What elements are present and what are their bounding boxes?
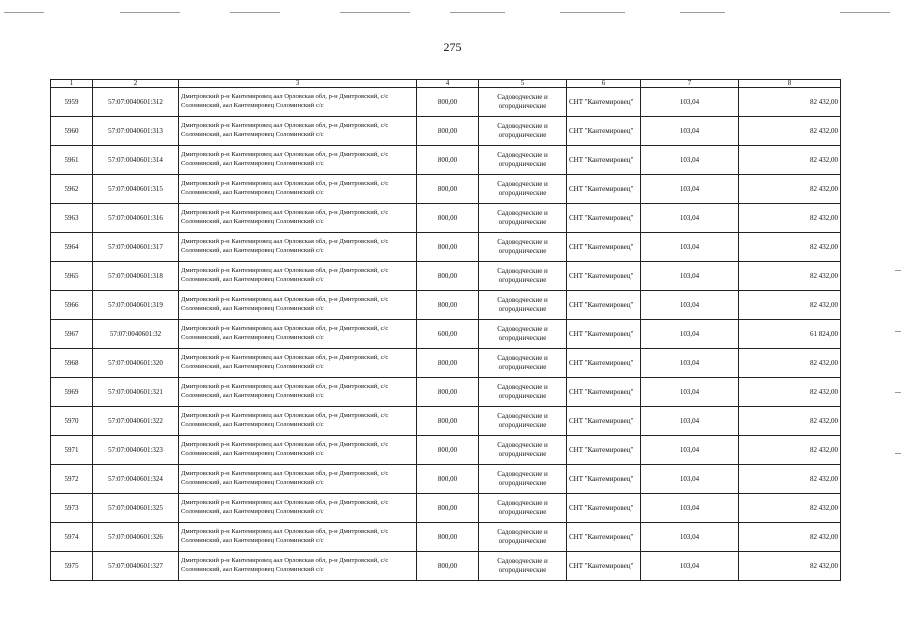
rate-cell: 103,04 <box>641 204 739 233</box>
owner-cell: СНТ "Кантемировец" <box>567 523 641 552</box>
column-header-6: 6 <box>567 80 641 88</box>
table-row <box>51 117 841 146</box>
address-cell: Дмитровский р-н Кантемировец аал Орловская обл, р-н Дмитровский, с/с Соломинский, аал Кантемировец Соломинский с/с <box>179 320 417 349</box>
cadastral-number: 57:07:0040601:319 <box>93 291 179 320</box>
owner-cell: СНТ "Кантемировец" <box>567 233 641 262</box>
table-header <box>51 80 841 88</box>
land-use-cell: Садоводческие и огороднические <box>479 233 567 262</box>
area-cell: 800,00 <box>417 117 479 146</box>
row-number: 5966 <box>51 291 93 320</box>
rate-cell: 103,04 <box>641 465 739 494</box>
rate-cell: 103,04 <box>641 117 739 146</box>
cadastral-number: 57:07:0040601:316 <box>93 204 179 233</box>
table-row <box>51 494 841 523</box>
land-use-cell: Садоводческие и огороднические <box>479 262 567 291</box>
rate-cell: 103,04 <box>641 523 739 552</box>
table-row <box>51 233 841 262</box>
owner-cell: СНТ "Кантемировец" <box>567 407 641 436</box>
owner-cell: СНТ "Кантемировец" <box>567 117 641 146</box>
table-row <box>51 349 841 378</box>
column-header-2: 2 <box>93 80 179 88</box>
cadastral-value-cell: 82 432,00 <box>739 175 841 204</box>
cadastral-number: 57:07:0040601:315 <box>93 175 179 204</box>
cadastral-number: 57:07:0040601:318 <box>93 262 179 291</box>
cadastral-value-cell: 82 432,00 <box>739 88 841 117</box>
cadastral-value-cell: 82 432,00 <box>739 378 841 407</box>
land-use-cell: Садоводческие и огороднические <box>479 175 567 204</box>
area-cell: 800,00 <box>417 291 479 320</box>
rate-cell: 103,04 <box>641 262 739 291</box>
rate-cell: 103,04 <box>641 407 739 436</box>
address-cell: Дмитровский р-н Кантемировец аал Орловская обл, р-н Дмитровский, с/с Соломинский, аал Кантемировец Соломинский с/с <box>179 88 417 117</box>
area-cell: 800,00 <box>417 146 479 175</box>
land-use-cell: Садоводческие и огороднические <box>479 291 567 320</box>
area-cell: 800,00 <box>417 436 479 465</box>
cadastral-value-cell: 82 432,00 <box>739 146 841 175</box>
area-cell: 800,00 <box>417 233 479 262</box>
address-cell: Дмитровский р-н Кантемировец аал Орловская обл, р-н Дмитровский, с/с Соломинский, аал Кантемировец Соломинский с/с <box>179 262 417 291</box>
table-row <box>51 523 841 552</box>
address-cell: Дмитровский р-н Кантемировец аал Орловская обл, р-н Дмитровский, с/с Соломинский, аал Кантемировец Соломинский с/с <box>179 465 417 494</box>
cadastral-value-cell: 82 432,00 <box>739 494 841 523</box>
owner-cell: СНТ "Кантемировец" <box>567 291 641 320</box>
cadastral-number: 57:07:0040601:313 <box>93 117 179 146</box>
area-cell: 800,00 <box>417 494 479 523</box>
cadastral-value-cell: 82 432,00 <box>739 233 841 262</box>
address-cell: Дмитровский р-н Кантемировец аал Орловская обл, р-н Дмитровский, с/с Соломинский, аал Кантемировец Соломинский с/с <box>179 146 417 175</box>
rate-cell: 103,04 <box>641 233 739 262</box>
address-cell: Дмитровский р-н Кантемировец аал Орловская обл, р-н Дмитровский, с/с Соломинский, аал Кантемировец Соломинский с/с <box>179 436 417 465</box>
row-number: 5962 <box>51 175 93 204</box>
cadastral-value-cell: 82 432,00 <box>739 407 841 436</box>
rate-cell: 103,04 <box>641 88 739 117</box>
address-cell: Дмитровский р-н Кантемировец аал Орловская обл, р-н Дмитровский, с/с Соломинский, аал Кантемировец Соломинский с/с <box>179 407 417 436</box>
cadastral-number: 57:07:0040601:324 <box>93 465 179 494</box>
owner-cell: СНТ "Кантемировец" <box>567 320 641 349</box>
column-header-3: 3 <box>179 80 417 88</box>
scan-artifact-top <box>0 6 905 20</box>
rate-cell: 103,04 <box>641 552 739 581</box>
cadastral-number: 57:07:0040601:314 <box>93 146 179 175</box>
row-number: 5969 <box>51 378 93 407</box>
table-row <box>51 378 841 407</box>
area-cell: 800,00 <box>417 262 479 291</box>
row-number: 5963 <box>51 204 93 233</box>
cadastral-value-cell: 61 824,00 <box>739 320 841 349</box>
row-number: 5975 <box>51 552 93 581</box>
cadastral-number: 57:07:0040601:317 <box>93 233 179 262</box>
row-number: 5972 <box>51 465 93 494</box>
row-number: 5967 <box>51 320 93 349</box>
owner-cell: СНТ "Кантемировец" <box>567 175 641 204</box>
land-use-cell: Садоводческие и огороднические <box>479 436 567 465</box>
land-use-cell: Садоводческие и огороднические <box>479 146 567 175</box>
cadastral-value-cell: 82 432,00 <box>739 204 841 233</box>
table-row <box>51 407 841 436</box>
row-number: 5970 <box>51 407 93 436</box>
rate-cell: 103,04 <box>641 494 739 523</box>
address-cell: Дмитровский р-н Кантемировец аал Орловская обл, р-н Дмитровский, с/с Соломинский, аал Кантемировец Соломинский с/с <box>179 233 417 262</box>
rate-cell: 103,04 <box>641 175 739 204</box>
row-number: 5965 <box>51 262 93 291</box>
cadastral-value-cell: 82 432,00 <box>739 262 841 291</box>
land-register-table <box>50 79 841 581</box>
row-number: 5961 <box>51 146 93 175</box>
land-use-cell: Садоводческие и огороднические <box>479 552 567 581</box>
land-use-cell: Садоводческие и огороднические <box>479 117 567 146</box>
cadastral-value-cell: 82 432,00 <box>739 291 841 320</box>
table-row <box>51 291 841 320</box>
cadastral-value-cell: 82 432,00 <box>739 523 841 552</box>
page-number: 275 <box>443 40 462 54</box>
address-cell: Дмитровский р-н Кантемировец аал Орловская обл, р-н Дмитровский, с/с Соломинский, аал Кантемировец Соломинский с/с <box>179 204 417 233</box>
owner-cell: СНТ "Кантемировец" <box>567 436 641 465</box>
cadastral-number: 57:07:0040601:322 <box>93 407 179 436</box>
row-number: 5971 <box>51 436 93 465</box>
address-cell: Дмитровский р-н Кантемировец аал Орловская обл, р-н Дмитровский, с/с Соломинский, аал Кантемировец Соломинский с/с <box>179 349 417 378</box>
rate-cell: 103,04 <box>641 291 739 320</box>
area-cell: 800,00 <box>417 552 479 581</box>
cadastral-value-cell: 82 432,00 <box>739 436 841 465</box>
table-row <box>51 146 841 175</box>
land-use-cell: Садоводческие и огороднические <box>479 349 567 378</box>
header-row <box>51 80 841 88</box>
column-header-1: 1 <box>51 80 93 88</box>
owner-cell: СНТ "Кантемировец" <box>567 465 641 494</box>
land-use-cell: Садоводческие и огороднические <box>479 407 567 436</box>
cadastral-value-cell: 82 432,00 <box>739 117 841 146</box>
table-row <box>51 465 841 494</box>
row-number: 5959 <box>51 88 93 117</box>
cadastral-value-cell: 82 432,00 <box>739 465 841 494</box>
owner-cell: СНТ "Кантемировец" <box>567 88 641 117</box>
owner-cell: СНТ "Кантемировец" <box>567 552 641 581</box>
table-row <box>51 262 841 291</box>
address-cell: Дмитровский р-н Кантемировец аал Орловская обл, р-н Дмитровский, с/с Соломинский, аал Кантемировец Соломинский с/с <box>179 175 417 204</box>
rate-cell: 103,04 <box>641 146 739 175</box>
column-header-7: 7 <box>641 80 739 88</box>
table-row <box>51 204 841 233</box>
column-header-8: 8 <box>739 80 841 88</box>
address-cell: Дмитровский р-н Кантемировец аал Орловская обл, р-н Дмитровский, с/с Соломинский, аал Кантемировец Соломинский с/с <box>179 552 417 581</box>
owner-cell: СНТ "Кантемировец" <box>567 262 641 291</box>
scan-artifact-right <box>895 270 901 514</box>
address-cell: Дмитровский р-н Кантемировец аал Орловская обл, р-н Дмитровский, с/с Соломинский, аал Кантемировец Соломинский с/с <box>179 117 417 146</box>
cadastral-number: 57:07:0040601:326 <box>93 523 179 552</box>
owner-cell: СНТ "Кантемировец" <box>567 494 641 523</box>
cadastral-number: 57:07:0040601:327 <box>93 552 179 581</box>
land-use-cell: Садоводческие и огороднические <box>479 465 567 494</box>
land-use-cell: Садоводческие и огороднические <box>479 523 567 552</box>
row-number: 5960 <box>51 117 93 146</box>
area-cell: 800,00 <box>417 407 479 436</box>
rate-cell: 103,04 <box>641 349 739 378</box>
rate-cell: 103,04 <box>641 436 739 465</box>
cadastral-number: 57:07:0040601:320 <box>93 349 179 378</box>
address-cell: Дмитровский р-н Кантемировец аал Орловская обл, р-н Дмитровский, с/с Соломинский, аал Кантемировец Соломинский с/с <box>179 523 417 552</box>
row-number: 5973 <box>51 494 93 523</box>
owner-cell: СНТ "Кантемировец" <box>567 204 641 233</box>
column-header-5: 5 <box>479 80 567 88</box>
row-number: 5968 <box>51 349 93 378</box>
land-use-cell: Садоводческие и огороднические <box>479 378 567 407</box>
land-use-cell: Садоводческие и огороднические <box>479 320 567 349</box>
area-cell: 800,00 <box>417 175 479 204</box>
cadastral-value-cell: 82 432,00 <box>739 349 841 378</box>
address-cell: Дмитровский р-н Кантемировец аал Орловская обл, р-н Дмитровский, с/с Соломинский, аал Кантемировец Соломинский с/с <box>179 494 417 523</box>
table-body <box>51 88 841 581</box>
area-cell: 800,00 <box>417 88 479 117</box>
cadastral-number: 57:07:0040601:323 <box>93 436 179 465</box>
area-cell: 800,00 <box>417 465 479 494</box>
address-cell: Дмитровский р-н Кантемировец аал Орловская обл, р-н Дмитровский, с/с Соломинский, аал Кантемировец Соломинский с/с <box>179 291 417 320</box>
cadastral-number: 57:07:0040601:312 <box>93 88 179 117</box>
rate-cell: 103,04 <box>641 378 739 407</box>
owner-cell: СНТ "Кантемировец" <box>567 349 641 378</box>
area-cell: 800,00 <box>417 349 479 378</box>
table-row <box>51 320 841 349</box>
table-row <box>51 436 841 465</box>
area-cell: 800,00 <box>417 523 479 552</box>
column-header-4: 4 <box>417 80 479 88</box>
table-row <box>51 552 841 581</box>
cadastral-value-cell: 82 432,00 <box>739 552 841 581</box>
table-row <box>51 88 841 117</box>
land-use-cell: Садоводческие и огороднические <box>479 204 567 233</box>
cadastral-number: 57:07:0040601:321 <box>93 378 179 407</box>
area-cell: 800,00 <box>417 204 479 233</box>
area-cell: 600,00 <box>417 320 479 349</box>
address-cell: Дмитровский р-н Кантемировец аал Орловская обл, р-н Дмитровский, с/с Соломинский, аал Кантемировец Соломинский с/с <box>179 378 417 407</box>
area-cell: 800,00 <box>417 378 479 407</box>
cadastral-number: 57:07:0040601:32 <box>93 320 179 349</box>
rate-cell: 103,04 <box>641 320 739 349</box>
land-use-cell: Садоводческие и огороднические <box>479 494 567 523</box>
cadastral-number: 57:07:0040601:325 <box>93 494 179 523</box>
owner-cell: СНТ "Кантемировец" <box>567 378 641 407</box>
row-number: 5964 <box>51 233 93 262</box>
owner-cell: СНТ "Кантемировец" <box>567 146 641 175</box>
land-use-cell: Садоводческие и огороднические <box>479 88 567 117</box>
row-number: 5974 <box>51 523 93 552</box>
table-row <box>51 175 841 204</box>
